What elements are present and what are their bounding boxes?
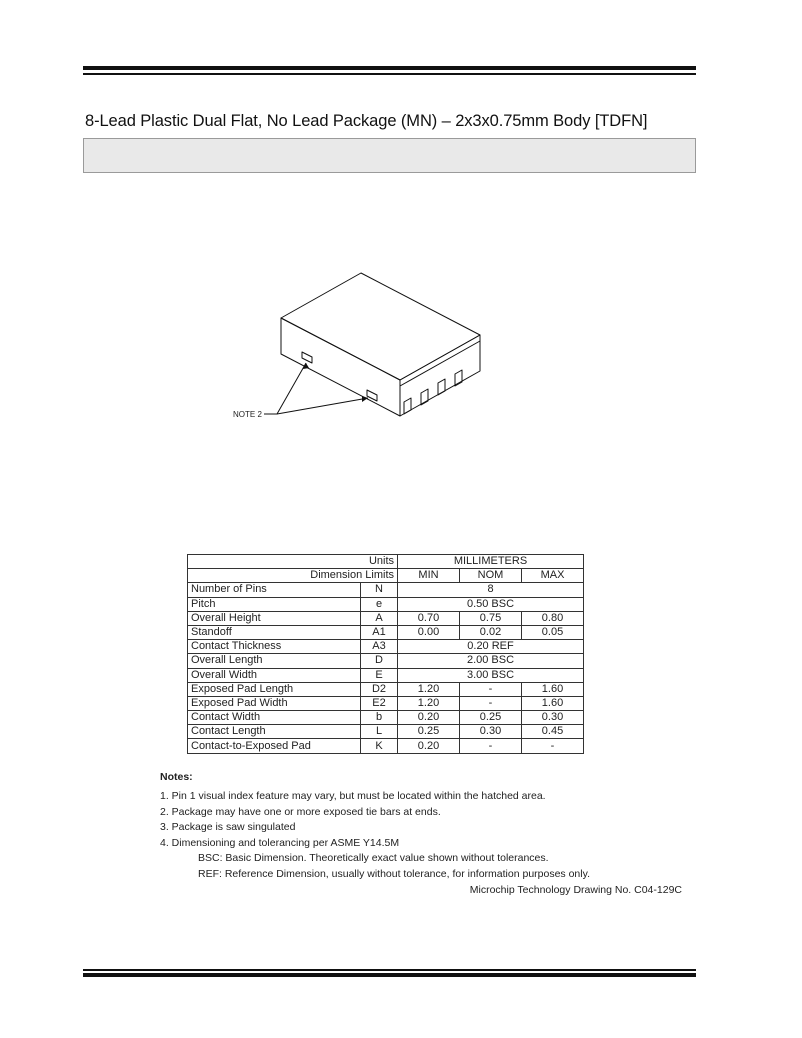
row-label: Overall Height	[188, 611, 361, 625]
row-label: Exposed Pad Length	[188, 682, 361, 696]
row-min: 0.20	[398, 711, 460, 725]
footer-rule-thin	[83, 969, 696, 971]
section-banner	[83, 138, 696, 173]
row-label: Contact-to-Exposed Pad	[188, 739, 361, 753]
row-value-span: 8	[398, 583, 584, 597]
header-rule-thick	[83, 66, 696, 70]
note2-label: NOTE 2	[233, 410, 262, 419]
table-row	[188, 711, 584, 725]
page-title: 8-Lead Plastic Dual Flat, No Lead Package (MN) – 2x3x0.75mm Body [TDFN]	[85, 112, 648, 130]
row-value-span: 0.50 BSC	[398, 597, 584, 611]
limits-label: Dimension Limits	[188, 569, 398, 583]
row-max: -	[522, 739, 584, 753]
note-item: 3. Package is saw singulated	[160, 821, 296, 833]
note-sub-item: BSC: Basic Dimension. Theoretically exact value shown without tolerances.	[198, 852, 549, 864]
row-symbol: E2	[361, 696, 398, 710]
contact-2	[421, 389, 428, 405]
row-symbol: N	[361, 583, 398, 597]
row-min: 0.00	[398, 625, 460, 639]
table-row	[188, 640, 584, 654]
table-row	[188, 597, 584, 611]
package-left-face	[281, 318, 400, 416]
row-label: Exposed Pad Width	[188, 696, 361, 710]
row-min: 0.20	[398, 739, 460, 753]
row-label: Standoff	[188, 625, 361, 639]
row-symbol: A1	[361, 625, 398, 639]
table-row	[188, 696, 584, 710]
contact-3	[438, 379, 445, 395]
row-nom: -	[460, 696, 522, 710]
row-symbol: D	[361, 654, 398, 668]
table-header-units	[188, 555, 584, 569]
package-right-face	[400, 335, 480, 416]
row-label: Overall Length	[188, 654, 361, 668]
row-label: Contact Width	[188, 711, 361, 725]
note-item: 2. Package may have one or more exposed tie bars at ends.	[160, 805, 441, 818]
table-row	[188, 725, 584, 739]
package-top-face	[281, 273, 480, 380]
dimension-table	[187, 554, 584, 754]
row-label: Pitch	[188, 597, 361, 611]
table-row	[188, 682, 584, 696]
row-min: 1.20	[398, 682, 460, 696]
row-value-span: 3.00 BSC	[398, 668, 584, 682]
row-max: 0.05	[522, 625, 584, 639]
row-min: 1.20	[398, 696, 460, 710]
row-max: 1.60	[522, 696, 584, 710]
note-item: 1. Pin 1 visual index feature may vary, but must be located within the hatched area.	[160, 790, 546, 802]
header-rule-thin	[83, 73, 696, 75]
row-label: Overall Width	[188, 668, 361, 682]
row-nom: -	[460, 739, 522, 753]
table-row	[188, 668, 584, 682]
note-sub-item: REF: Reference Dimension, usually without tolerance, for information purposes only.	[198, 867, 590, 880]
row-nom: -	[460, 682, 522, 696]
package-drawing	[228, 268, 498, 428]
row-min: 0.70	[398, 611, 460, 625]
row-label: Number of Pins	[188, 583, 361, 597]
row-symbol: K	[361, 739, 398, 753]
table-row	[188, 625, 584, 639]
units-value: MILLIMETERS	[398, 555, 584, 569]
note-item: 4. Dimensioning and tolerancing per ASME Y14.5M	[160, 836, 400, 849]
row-max: 1.60	[522, 682, 584, 696]
row-symbol: b	[361, 711, 398, 725]
col-nom: NOM	[460, 569, 522, 583]
notes-section	[160, 771, 590, 883]
notes-heading: Notes:	[160, 771, 193, 783]
row-nom: 0.25	[460, 711, 522, 725]
table-row	[188, 583, 584, 597]
row-symbol: e	[361, 597, 398, 611]
pin1-mark-left	[302, 352, 312, 363]
row-label: Contact Thickness	[188, 640, 361, 654]
row-symbol: D2	[361, 682, 398, 696]
contact-1	[404, 398, 411, 414]
drawing-number: Microchip Technology Drawing No. C04-129C	[469, 884, 682, 896]
note2-leader	[264, 363, 306, 414]
row-min: 0.25	[398, 725, 460, 739]
row-value-span: 0.20 REF	[398, 640, 584, 654]
table-row	[188, 611, 584, 625]
row-max: 0.80	[522, 611, 584, 625]
col-min: MIN	[398, 569, 460, 583]
table-row	[188, 739, 584, 753]
row-value-span: 2.00 BSC	[398, 654, 584, 668]
row-nom: 0.02	[460, 625, 522, 639]
col-max: MAX	[522, 569, 584, 583]
row-max: 0.45	[522, 725, 584, 739]
row-label: Contact Length	[188, 725, 361, 739]
table-header-limits	[188, 569, 584, 583]
row-max: 0.30	[522, 711, 584, 725]
row-symbol: L	[361, 725, 398, 739]
row-symbol: A	[361, 611, 398, 625]
footer-rule-thick	[83, 973, 696, 977]
contact-4	[455, 370, 462, 386]
row-symbol: A3	[361, 640, 398, 654]
units-label: Units	[188, 555, 398, 569]
row-symbol: E	[361, 668, 398, 682]
table-row	[188, 654, 584, 668]
row-nom: 0.30	[460, 725, 522, 739]
row-nom: 0.75	[460, 611, 522, 625]
